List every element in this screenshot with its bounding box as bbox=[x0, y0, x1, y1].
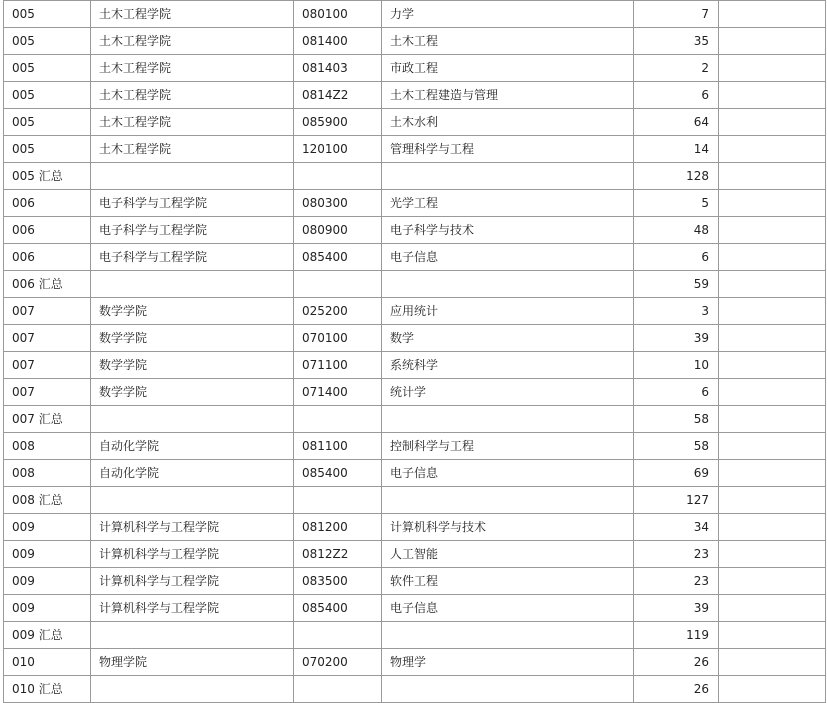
count-cell[interactable]: 58 bbox=[634, 406, 719, 433]
count-cell[interactable]: 58 bbox=[634, 433, 719, 460]
major-code-cell[interactable] bbox=[294, 676, 382, 703]
college-code-cell[interactable]: 009 bbox=[4, 541, 91, 568]
table-row bbox=[4, 217, 826, 244]
table-row bbox=[4, 541, 826, 568]
table-row bbox=[4, 136, 826, 163]
empty-cell[interactable] bbox=[719, 298, 826, 325]
count-cell[interactable]: 26 bbox=[634, 649, 719, 676]
college-code-cell[interactable]: 006 汇总 bbox=[4, 271, 91, 298]
college-name-cell[interactable]: 数学学院 bbox=[91, 379, 294, 406]
major-name-cell[interactable]: 控制科学与工程 bbox=[382, 433, 634, 460]
count-cell[interactable]: 2 bbox=[634, 55, 719, 82]
major-code-cell[interactable]: 120100 bbox=[294, 136, 382, 163]
major-name-cell[interactable] bbox=[382, 676, 634, 703]
major-code-cell[interactable]: 080300 bbox=[294, 190, 382, 217]
count-cell[interactable]: 69 bbox=[634, 460, 719, 487]
major-name-cell[interactable]: 电子科学与技术 bbox=[382, 217, 634, 244]
college-name-cell[interactable]: 电子科学与工程学院 bbox=[91, 190, 294, 217]
college-name-cell[interactable] bbox=[91, 271, 294, 298]
major-name-cell[interactable]: 土木工程 bbox=[382, 28, 634, 55]
count-cell[interactable]: 59 bbox=[634, 271, 719, 298]
table-row bbox=[4, 379, 826, 406]
count-cell[interactable]: 5 bbox=[634, 190, 719, 217]
table-row bbox=[4, 1, 826, 28]
table-row bbox=[4, 460, 826, 487]
major-name-cell[interactable] bbox=[382, 487, 634, 514]
major-code-cell[interactable]: 081400 bbox=[294, 28, 382, 55]
table-row bbox=[4, 622, 826, 649]
college-code-cell[interactable]: 009 汇总 bbox=[4, 622, 91, 649]
count-cell[interactable]: 6 bbox=[634, 244, 719, 271]
enrollment-table bbox=[3, 0, 826, 703]
empty-cell[interactable] bbox=[719, 217, 826, 244]
count-cell[interactable]: 127 bbox=[634, 487, 719, 514]
college-code-cell[interactable]: 005 bbox=[4, 55, 91, 82]
major-code-cell[interactable]: 071100 bbox=[294, 352, 382, 379]
college-name-cell[interactable]: 电子科学与工程学院 bbox=[91, 244, 294, 271]
major-code-cell[interactable]: 0812Z2 bbox=[294, 541, 382, 568]
major-code-cell[interactable]: 080100 bbox=[294, 1, 382, 28]
count-cell[interactable]: 14 bbox=[634, 136, 719, 163]
major-name-cell[interactable]: 应用统计 bbox=[382, 298, 634, 325]
count-cell[interactable]: 26 bbox=[634, 676, 719, 703]
empty-cell[interactable] bbox=[719, 82, 826, 109]
major-code-cell[interactable] bbox=[294, 622, 382, 649]
empty-cell[interactable] bbox=[719, 271, 826, 298]
college-name-cell[interactable]: 土木工程学院 bbox=[91, 109, 294, 136]
count-cell[interactable]: 64 bbox=[634, 109, 719, 136]
count-cell[interactable]: 35 bbox=[634, 28, 719, 55]
table-row bbox=[4, 406, 826, 433]
count-cell[interactable]: 3 bbox=[634, 298, 719, 325]
table-row bbox=[4, 82, 826, 109]
college-name-cell[interactable]: 数学学院 bbox=[91, 352, 294, 379]
college-name-cell[interactable]: 数学学院 bbox=[91, 325, 294, 352]
table-row bbox=[4, 514, 826, 541]
major-code-cell[interactable]: 070100 bbox=[294, 325, 382, 352]
major-name-cell[interactable]: 统计学 bbox=[382, 379, 634, 406]
college-name-cell[interactable]: 自动化学院 bbox=[91, 433, 294, 460]
college-code-cell[interactable]: 005 汇总 bbox=[4, 163, 91, 190]
empty-cell[interactable] bbox=[719, 514, 826, 541]
major-code-cell[interactable]: 070200 bbox=[294, 649, 382, 676]
college-code-cell[interactable]: 007 汇总 bbox=[4, 406, 91, 433]
table-row bbox=[4, 487, 826, 514]
empty-cell[interactable] bbox=[719, 595, 826, 622]
count-cell[interactable]: 39 bbox=[634, 595, 719, 622]
count-cell[interactable]: 39 bbox=[634, 325, 719, 352]
college-name-cell[interactable] bbox=[91, 163, 294, 190]
college-code-cell[interactable]: 005 bbox=[4, 82, 91, 109]
table-row bbox=[4, 325, 826, 352]
table-row bbox=[4, 298, 826, 325]
college-code-cell[interactable]: 010 bbox=[4, 649, 91, 676]
major-name-cell[interactable]: 软件工程 bbox=[382, 568, 634, 595]
table-row bbox=[4, 28, 826, 55]
college-name-cell[interactable]: 电子科学与工程学院 bbox=[91, 217, 294, 244]
major-code-cell[interactable] bbox=[294, 271, 382, 298]
major-name-cell[interactable]: 物理学 bbox=[382, 649, 634, 676]
major-code-cell[interactable]: 081200 bbox=[294, 514, 382, 541]
college-code-cell[interactable]: 007 bbox=[4, 298, 91, 325]
major-code-cell[interactable]: 085400 bbox=[294, 460, 382, 487]
major-code-cell[interactable]: 081100 bbox=[294, 433, 382, 460]
major-name-cell[interactable]: 计算机科学与技术 bbox=[382, 514, 634, 541]
college-code-cell[interactable]: 008 bbox=[4, 433, 91, 460]
table-row bbox=[4, 676, 826, 703]
table-row bbox=[4, 55, 826, 82]
major-code-cell[interactable]: 0814Z2 bbox=[294, 82, 382, 109]
major-code-cell[interactable]: 085400 bbox=[294, 595, 382, 622]
empty-cell[interactable] bbox=[719, 244, 826, 271]
college-code-cell[interactable]: 007 bbox=[4, 352, 91, 379]
major-code-cell[interactable]: 080900 bbox=[294, 217, 382, 244]
major-name-cell[interactable]: 电子信息 bbox=[382, 595, 634, 622]
college-code-cell[interactable]: 005 bbox=[4, 109, 91, 136]
major-code-cell[interactable] bbox=[294, 487, 382, 514]
major-name-cell[interactable]: 人工智能 bbox=[382, 541, 634, 568]
major-name-cell[interactable]: 土木工程建造与管理 bbox=[382, 82, 634, 109]
college-code-cell[interactable]: 009 bbox=[4, 568, 91, 595]
college-code-cell[interactable]: 009 bbox=[4, 514, 91, 541]
major-name-cell[interactable] bbox=[382, 163, 634, 190]
major-code-cell[interactable]: 085400 bbox=[294, 244, 382, 271]
college-name-cell[interactable]: 数学学院 bbox=[91, 298, 294, 325]
empty-cell[interactable] bbox=[719, 379, 826, 406]
count-cell[interactable]: 10 bbox=[634, 352, 719, 379]
college-name-cell[interactable]: 计算机科学与工程学院 bbox=[91, 568, 294, 595]
count-cell[interactable]: 7 bbox=[634, 1, 719, 28]
college-name-cell[interactable] bbox=[91, 622, 294, 649]
count-cell[interactable]: 128 bbox=[634, 163, 719, 190]
table-row bbox=[4, 271, 826, 298]
major-name-cell[interactable]: 管理科学与工程 bbox=[382, 136, 634, 163]
college-name-cell[interactable]: 自动化学院 bbox=[91, 460, 294, 487]
count-cell[interactable]: 34 bbox=[634, 514, 719, 541]
major-code-cell[interactable]: 071400 bbox=[294, 379, 382, 406]
empty-cell[interactable] bbox=[719, 406, 826, 433]
empty-cell[interactable] bbox=[719, 541, 826, 568]
college-code-cell[interactable]: 008 汇总 bbox=[4, 487, 91, 514]
major-name-cell[interactable] bbox=[382, 406, 634, 433]
major-name-cell[interactable]: 数学 bbox=[382, 325, 634, 352]
table-row bbox=[4, 568, 826, 595]
college-name-cell[interactable]: 土木工程学院 bbox=[91, 82, 294, 109]
college-name-cell[interactable]: 物理学院 bbox=[91, 649, 294, 676]
college-code-cell[interactable]: 006 bbox=[4, 244, 91, 271]
count-cell[interactable]: 119 bbox=[634, 622, 719, 649]
major-name-cell[interactable]: 市政工程 bbox=[382, 55, 634, 82]
major-name-cell[interactable]: 系统科学 bbox=[382, 352, 634, 379]
empty-cell[interactable] bbox=[719, 163, 826, 190]
table-row bbox=[4, 163, 826, 190]
college-code-cell[interactable]: 005 bbox=[4, 28, 91, 55]
major-name-cell[interactable] bbox=[382, 622, 634, 649]
major-name-cell[interactable]: 电子信息 bbox=[382, 460, 634, 487]
major-name-cell[interactable]: 力学 bbox=[382, 1, 634, 28]
college-name-cell[interactable] bbox=[91, 676, 294, 703]
college-name-cell[interactable]: 计算机科学与工程学院 bbox=[91, 514, 294, 541]
count-cell[interactable]: 23 bbox=[634, 541, 719, 568]
major-code-cell[interactable]: 085900 bbox=[294, 109, 382, 136]
college-name-cell[interactable]: 土木工程学院 bbox=[91, 1, 294, 28]
college-code-cell[interactable]: 007 bbox=[4, 379, 91, 406]
spreadsheet bbox=[3, 0, 825, 703]
table-row bbox=[4, 433, 826, 460]
college-code-cell[interactable]: 006 bbox=[4, 217, 91, 244]
empty-cell[interactable] bbox=[719, 676, 826, 703]
table-row bbox=[4, 244, 826, 271]
empty-cell[interactable] bbox=[719, 109, 826, 136]
table-row bbox=[4, 109, 826, 136]
college-name-cell[interactable]: 土木工程学院 bbox=[91, 28, 294, 55]
major-code-cell[interactable]: 083500 bbox=[294, 568, 382, 595]
major-name-cell[interactable]: 光学工程 bbox=[382, 190, 634, 217]
empty-cell[interactable] bbox=[719, 460, 826, 487]
college-code-cell[interactable]: 007 bbox=[4, 325, 91, 352]
college-name-cell[interactable] bbox=[91, 487, 294, 514]
table-row bbox=[4, 649, 826, 676]
empty-cell[interactable] bbox=[719, 325, 826, 352]
college-name-cell[interactable]: 土木工程学院 bbox=[91, 55, 294, 82]
count-cell[interactable]: 6 bbox=[634, 379, 719, 406]
major-name-cell[interactable]: 电子信息 bbox=[382, 244, 634, 271]
table-row bbox=[4, 352, 826, 379]
count-cell[interactable]: 48 bbox=[634, 217, 719, 244]
count-cell[interactable]: 23 bbox=[634, 568, 719, 595]
college-code-cell[interactable]: 005 bbox=[4, 136, 91, 163]
college-code-cell[interactable]: 006 bbox=[4, 190, 91, 217]
major-name-cell[interactable] bbox=[382, 271, 634, 298]
major-name-cell[interactable]: 土木水利 bbox=[382, 109, 634, 136]
major-code-cell[interactable]: 081403 bbox=[294, 55, 382, 82]
major-code-cell[interactable] bbox=[294, 406, 382, 433]
college-name-cell[interactable]: 计算机科学与工程学院 bbox=[91, 595, 294, 622]
college-code-cell[interactable]: 009 bbox=[4, 595, 91, 622]
college-code-cell[interactable]: 008 bbox=[4, 460, 91, 487]
count-cell[interactable]: 6 bbox=[634, 82, 719, 109]
table-row bbox=[4, 595, 826, 622]
college-name-cell[interactable]: 土木工程学院 bbox=[91, 136, 294, 163]
empty-cell[interactable] bbox=[719, 190, 826, 217]
table-body bbox=[4, 1, 826, 703]
empty-cell[interactable] bbox=[719, 1, 826, 28]
empty-cell[interactable] bbox=[719, 55, 826, 82]
empty-cell[interactable] bbox=[719, 433, 826, 460]
college-code-cell[interactable]: 005 bbox=[4, 1, 91, 28]
empty-cell[interactable] bbox=[719, 136, 826, 163]
empty-cell[interactable] bbox=[719, 28, 826, 55]
empty-cell[interactable] bbox=[719, 487, 826, 514]
empty-cell[interactable] bbox=[719, 568, 826, 595]
major-code-cell[interactable]: 025200 bbox=[294, 298, 382, 325]
empty-cell[interactable] bbox=[719, 649, 826, 676]
empty-cell[interactable] bbox=[719, 622, 826, 649]
college-code-cell[interactable]: 010 汇总 bbox=[4, 676, 91, 703]
table-row bbox=[4, 190, 826, 217]
college-name-cell[interactable]: 计算机科学与工程学院 bbox=[91, 541, 294, 568]
college-name-cell[interactable] bbox=[91, 406, 294, 433]
empty-cell[interactable] bbox=[719, 352, 826, 379]
major-code-cell[interactable] bbox=[294, 163, 382, 190]
